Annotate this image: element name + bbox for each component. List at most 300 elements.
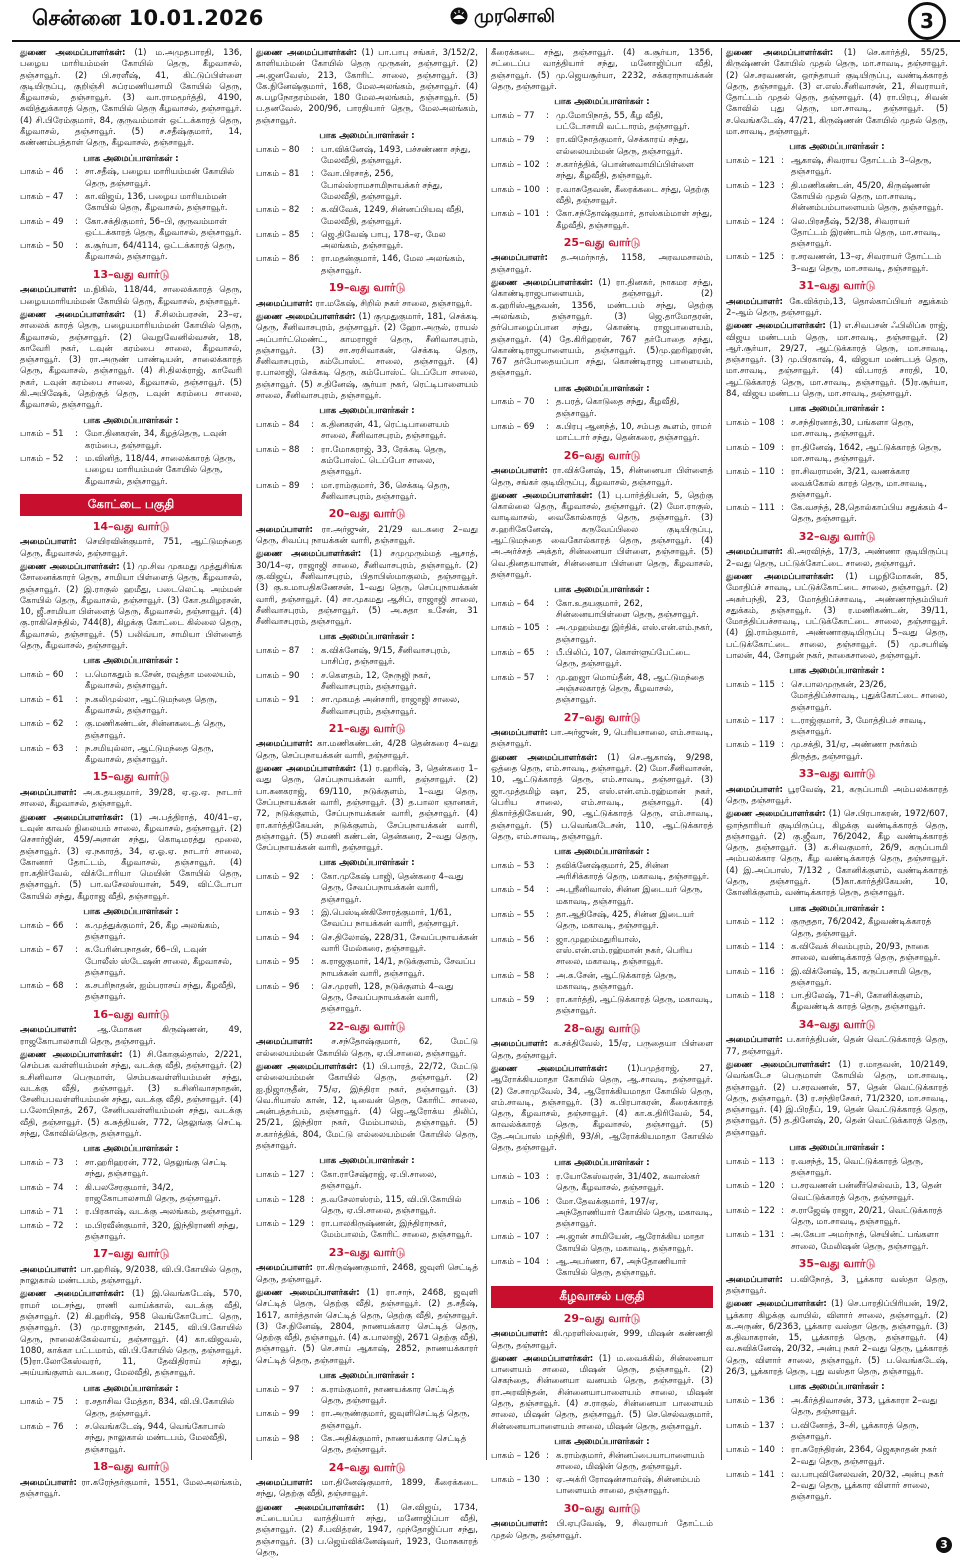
entry-text: (1) ம.வைக்கில், சின்னையா பாளையம் சாலை, மிஷன் தெரு, தஞ்சாவூர். (2) செகந்தை, சின்னையா வனயம் தெரு, தஞ்சாவூர். (3) ரா.அரவிந்தன், சின்னையாபாளையம் சாலை, மிஷன் தெரு, தஞ்சாவூர். (4) ச.ராகுல், சின்னையா பாளையம் சாலை, மிஷன் தெரு, தஞ்சாவூர். (5) செ.செல்வகுமார், சின்னையாபாளையம் சாலை, மிஷன் தெரு, தஞ்சாவூர். [491, 1353, 713, 1432]
booth-row [20, 1207, 242, 1218]
colon-separator: : [546, 1232, 549, 1243]
ward-heading: 22–வது வார்டு [328, 1019, 406, 1033]
booth-number: பாகம் – 122 [726, 1205, 775, 1216]
ward-heading: 26–வது வார்டு [563, 448, 641, 462]
booth-member: ர.வாசுதேவன், கீரைக்கடை சந்து, தெற்கு வீதி, தஞ்சாவூர். [556, 184, 710, 206]
booth-number: பாகம் – 54 [491, 885, 535, 896]
booth-row [491, 160, 713, 183]
booth-heading: பாக அமைப்பாளர்கள் : [319, 406, 415, 417]
colon-separator: : [546, 934, 549, 945]
booth-number: பாகம் – 124 [726, 216, 775, 227]
entry-text: (1) பா.பாபு சங்கர், 3/152/2, காளியம்மன் கோயில் தெரு முருகன், தஞ்சாவூர். (2) அ.ஜனவேஸ், 213, கோரிட் சாலை, தஞ்சாவூர். (3) கே.நினேஷ்குமார், 168, மேலஅலங்கம், தஞ்சாவூர். (4) சு.பழநோதரம்மன், 180 மேலஅலங்கம், தஞ்சாவூர். (5) ப.தனவேல், 200/96, பாரதியார் தெரு, மேலஅலங்கம், தஞ்சாவூர். [256, 48, 478, 126]
booth-number: பாகம் – 127 [256, 1169, 305, 1180]
entry-paragraph [256, 1478, 478, 1501]
colon-separator: : [546, 648, 549, 659]
colon-separator: : [311, 646, 314, 657]
entry-paragraph [726, 1299, 948, 1378]
role-label: துணை அமைப்பாளர்கள்: [491, 752, 598, 763]
booth-member: பா.திலேஷ், 71–சி, கோனிக்குளம், கீழவண்டிக் காரத் தெரு, தஞ்சாவூர். [791, 991, 926, 1013]
entry-text: ச.சந்தோஷ்குமார், 62, மேட்டு எல்லையம்மன் கோயில் தெரு, ஏ.பி.சாலை, தஞ்சாவூர். [256, 1037, 479, 1059]
booth-number: பாகம் – 117 [726, 715, 775, 726]
entry-paragraph [20, 813, 242, 903]
ward-heading: 18–வது வார்டு [92, 1459, 170, 1473]
booth-row [726, 156, 948, 179]
entry-text: (1) மு.சிவ முகமது முத்துசிங்க சோனைக்காரர் தெரு, சாமியா பிள்ளைத் தெரு, கீழவாசல், தஞ்சாவூர். (2) இ.ராகுல் ஹமீது, படைலெட்டி அம்மன் கோயில் தெரு, கீழவாசல், தஞ்சாவூர். (3) கோ.தமிழரசன், 10, ஜீ.சாமியா பிள்ளைத் தெரு, கீழவாசல், தஞ்சாவூர். (4) கு.ராகிசெந்தில், 744(8), கிழக்கு கோட்டை கில்லை தெரு, கீழவாசல், தஞ்சாவூர். (5) பலிவ்யா, சாமியா பிள்ளைத் தெரு, கீழவாசல், தஞ்சாவூர். [20, 561, 242, 652]
entry-paragraph [256, 48, 478, 127]
booth-member: கு.மணிகண்டன், சின்னகடைத் தெரு, தஞ்சாவூர். [85, 719, 226, 741]
booth-row [726, 1157, 948, 1180]
booth-row [726, 418, 948, 441]
booth-member: ர.பிரகாஷ், வடக்கு அலங்கம், தஞ்சாவூர். [85, 1207, 242, 1218]
colon-separator: : [75, 743, 78, 754]
colon-separator: : [311, 981, 314, 992]
booth-row [726, 1230, 948, 1253]
colon-separator: : [781, 156, 784, 167]
booth-number: பாகம் – 87 [256, 646, 300, 657]
colon-separator: : [311, 144, 314, 155]
booth-member: செ.முரளி, 128, நடுக்குளம் 4–வது தெரு, சேவப்பநாயக்கன் வாரி, தஞ்சாவூர். [321, 981, 454, 1015]
role-label: அமைப்பாளர்: [20, 788, 77, 799]
booth-heading: பாக அமைப்பாளர்கள் : [554, 1158, 650, 1169]
role-label: அமைப்பாளர்: [256, 1263, 313, 1274]
colon-separator: : [75, 694, 78, 705]
booth-heading: பாக அமைப்பாளர்கள் : [319, 1371, 415, 1382]
booth-member: த.பரத், கொடுதை சந்து, கீழவீதி, தஞ்சாவூர். [556, 397, 680, 419]
colon-separator: : [311, 444, 314, 455]
booth-number: பாகம் – 76 [20, 1422, 64, 1432]
booth-row [726, 1206, 948, 1229]
booth-number: பாகம் – 59 [491, 995, 535, 1006]
role-label: துணை அமைப்பாளர்கள்: [256, 549, 362, 560]
booth-row [726, 217, 948, 251]
booth-member: கோ.சந்தோஷ்குமார், தாஸ்கம்மாள் சந்து, கீழவீதி, தஞ்சாவூர். [556, 209, 713, 231]
booth-heading: பாக அமைப்பாளர்கள் : [83, 1383, 179, 1394]
booth-row [491, 648, 713, 671]
booth-heading: பாக அமைப்பாளர்கள் : [554, 585, 650, 596]
entry-paragraph [20, 310, 242, 412]
booth-member: வ.பாபுவினேலவன், 20/32, அன்பு நகர் 2–வது தெரு, பூக்கார விளார் சாலை, தஞ்சாவூர். [791, 1469, 944, 1503]
booth-row [20, 167, 242, 190]
role-label: அமைப்பாளர்: [726, 547, 783, 558]
booth-row [256, 1434, 478, 1457]
booth-member: ரா.தினேஷ், 1642, ஆட்டுக்காரத் தெரு, மா.சாவடி, தஞ்சாவூர். [791, 442, 942, 464]
booth-row [256, 933, 478, 956]
booth-number: பாகம் – 47 [20, 191, 64, 202]
colon-separator: : [546, 598, 549, 609]
entry-text: த.அமர்நாத், 1158, அரவமசாலம், தஞ்சாவூர். [491, 253, 713, 275]
entry-text: கே.விக்ரம்,13, தொல்காப்பியர் சதுக்கம் 2–ஆம் தெரு, தஞ்சாவூர். [726, 296, 949, 318]
entry-text: ப.கார்த்திபன், தென் வெட்டுக்காரத் தெரு, 77, தஞ்சாவூர். [726, 1035, 948, 1057]
column-4 [726, 48, 949, 1503]
entry-paragraph [20, 1478, 242, 1501]
booth-row [20, 454, 242, 488]
entry-text: (1)பமுத்ராஜ், 27, ஆரோக்கியமாதா கோயில் தெரு, ஆ.சாவடி, தஞ்சாவூர். (2) சே.சாமுவேல், 34, ஆரோக்கியமாதா கோயில் தெரு, எம்.சாவடி, தஞ்சாவூர். (3) க.பிரபாகரன், கீரைக்காரத் தெரு, கீழவாசல், தஞ்சாவூர். (4) கா.க.திரிவேல், 54, காவல்க்காரத் தெரு, கீழவாசல், தஞ்சாவூர். (5) தே.அப்பாஸ் மந்திரி, 93/சி, ஆரோக்கியமாதா கோயில் தெரு, தஞ்சாவூர். [491, 1063, 714, 1153]
booth-row [726, 991, 948, 1014]
entry-paragraph [491, 1064, 713, 1154]
colon-separator: : [75, 1182, 78, 1193]
booth-number: பாகம் – 99 [256, 1409, 300, 1420]
booth-row [491, 1232, 713, 1255]
colon-separator: : [75, 216, 78, 227]
booth-number: பாகம் – 109 [726, 442, 775, 453]
booth-number: பாகம் – 71 [20, 1207, 64, 1218]
entry-paragraph [726, 1035, 948, 1058]
booth-number: பாகம் – 61 [20, 694, 64, 705]
booth-row [20, 719, 242, 742]
booth-row [726, 716, 948, 739]
booth-member: ரா.சுரேந்திரன், 2364, ஜெகநாதன் நகர் 2–வது தெரு, தஞ்சாவூர். [791, 1445, 937, 1467]
booth-member: தி.மணிகண்டன், 45/20, கிருஷ்ணன் கோயில் முதல் தெரு, மா.சாவடி, சின்னம்பம்பாளையம் தெரு, தஞ்சாவூர். [791, 180, 944, 214]
booth-row [20, 744, 242, 767]
booth-number: பாகம் – 50 [20, 241, 64, 252]
entry-paragraph [256, 312, 478, 402]
booth-member: ச.ராஜேஷ் ராஜா, 20/21, வெட்டுக்காரத் தெரு, மா.சாவடி, தஞ்சாவூர். [791, 1205, 943, 1228]
colon-separator: : [311, 957, 314, 968]
booth-number: பாகம் – 110 [726, 467, 775, 478]
entry-text: செயிரவின்குமார், 751, ஆட்டுமந்தை தெரு, கீழவாசல், தஞ்சாவூர். [20, 537, 242, 559]
colon-separator: : [781, 991, 784, 1002]
booth-heading: பாக அமைப்பாளர்கள் : [83, 153, 179, 164]
rising-sun-logo-icon [450, 7, 468, 29]
colon-separator: : [75, 191, 78, 202]
booth-number: பாகம் – 101 [491, 209, 540, 220]
booth-member: லெ.பிரசதீஷ், 52/38, சிவராயர் தோட்டம் இரண்டாம் தெரு, மா.சாவடி, தஞ்சாவூர். [791, 216, 941, 250]
colon-separator: : [781, 1156, 784, 1167]
booth-member: கோ.முகேஷ் பாஜி, தென்கரை 4–வது தெரு, சேவப்பநாயக்கன் வாரி, தஞ்சாவூர். [321, 872, 464, 905]
colon-separator: : [546, 209, 549, 220]
role-label: துணை அமைப்பாளர்கள்: [20, 48, 126, 58]
colon-separator: : [781, 1181, 784, 1192]
colon-separator: : [311, 1169, 314, 1180]
booth-row [726, 1470, 948, 1504]
ward-heading: 23–வது வார்டு [328, 1245, 406, 1259]
entry-text: (1) ரா.சாந், 2468, ஜவுளி செட்டித் தெரு, தெற்கு வீதி, தஞ்சாவூர். (2) த.சதீஷ், 1617, கார்த்தான் செட்டித் தெரு, தெற்கு வீதி, தஞ்சாவூர். (3) சே.நினேஷ், 2804, நாணயக்கார செட்டித் தெரு, தெற்கு வீதி, தஞ்சாவூர். (4) க.பாலாஜி, 2671 தெற்கு வீதி, தஞ்சாவூர். (5) செ.சாய் ஆகாஷ், 2852, நாணயக்காரர் செட்டித் தெரு, தஞ்சாவூர். [256, 1287, 479, 1366]
booth-row [256, 982, 478, 1016]
brand [450, 6, 555, 29]
entry-paragraph [20, 562, 242, 652]
booth-number: பாகம் – 60 [20, 670, 64, 681]
colon-separator: : [781, 1420, 784, 1431]
booth-number: பாகம் – 51 [20, 429, 64, 440]
booth-row [20, 670, 242, 693]
footer-page-number: 3 [936, 1537, 952, 1553]
booth-member: கி.பலசேரகுமார், 34/2, ராஜகோபாலசாமி தெரு, தஞ்சாவூர். [85, 1182, 221, 1204]
booth-member: செ.திலோஷ், 228/31, சேவப்பநாயக்கன் வாரி மேல்கரை, தஞ்சாவூர். [321, 932, 478, 954]
colon-separator: : [546, 1450, 549, 1461]
role-label: துணை அமைப்பாளர்கள்: [726, 571, 835, 582]
booth-number: பாகம் – 103 [491, 1171, 540, 1182]
entry-text: ரா.மகேஷ், சிறில் நகர் சாலை, தஞ்சாவூர். [315, 298, 473, 309]
entry-paragraph [726, 1060, 948, 1139]
booth-row [726, 942, 948, 965]
booth-number: பாகம் – 93 [256, 908, 300, 919]
booth-row [491, 1475, 713, 1498]
booth-row [491, 1257, 713, 1280]
colon-separator: : [546, 422, 549, 433]
entry-paragraph [491, 753, 713, 843]
ward-heading: 30–வது வார்டு [563, 1501, 641, 1515]
booth-row [491, 885, 713, 908]
booth-number: பாகம் – 69 [491, 422, 535, 433]
section-banner: கோட்டை பகுதி [20, 494, 242, 516]
colon-separator: : [75, 167, 78, 178]
ward-heading: 17–வது வார்டு [92, 1247, 170, 1261]
booth-member: மோ.தினகரன், 34, கீழத்தெரு, டவுன் கரம்பை, தஞ்சாவூர். [85, 429, 227, 451]
entry-paragraph [256, 739, 478, 762]
entry-paragraph [726, 547, 948, 570]
colon-separator: : [75, 670, 78, 681]
entry-paragraph [726, 572, 948, 662]
booth-member: பீ.பிலிப், 107, கொள்ளுப்பேட்டை தெரு, தஞ்சாவூர். [556, 648, 691, 670]
colon-separator: : [311, 695, 314, 706]
booth-number: பாகம் – 100 [491, 184, 540, 195]
booth-member: க.விவேக், 1249, சின்னப்பியவு வீதி, மேலவீதி, தஞ்சாவூர். [321, 205, 465, 227]
booth-number: பாகம் – 111 [726, 503, 775, 514]
booth-member: மு.ஹஜா மொய்தீன், 48, ஆட்டுமந்தை அஞ்சலகாரத் தெரு, கீழவாசல், தஞ்சாவூர். [556, 672, 705, 706]
booth-member: பா.விக்னேஷ், 1493, பச்சண்ணா சந்து, மேலவீதி, தஞ்சாவூர். [321, 144, 471, 167]
booth-row [256, 957, 478, 980]
role-label: துணை அமைப்பாளர்கள்: [726, 809, 826, 820]
role-label: அமைப்பாளர்: [20, 285, 77, 296]
booth-row [491, 673, 713, 707]
booth-row [491, 111, 713, 134]
entry-paragraph [491, 728, 713, 751]
role-label: அமைப்பாளர்: [726, 1274, 783, 1285]
booth-row [726, 1396, 948, 1419]
booth-heading: பாக அமைப்பாளர்கள் : [554, 383, 650, 394]
booth-number: பாகம் – 121 [726, 156, 775, 167]
ward-heading: 15–வது வார்டு [92, 770, 170, 784]
booth-member: ச.சந்திரனாத்,30, பங்களா தெரு, மா.சாவடி, தஞ்சாவூர். [791, 418, 914, 440]
booth-row [491, 135, 713, 158]
ward-heading: 24–வது வார்டு [328, 1460, 406, 1474]
booth-number: பாகம் – 113 [726, 1156, 775, 1167]
colon-separator: : [781, 740, 784, 751]
booth-member: இ.பெஸ்டின்கிசோரத்குமார், 1/61, சேவப்ப நாயக்கன் வாரி, தஞ்சாவூர். [321, 908, 459, 930]
booth-number: பாகம் – 137 [726, 1420, 775, 1431]
booth-member: செ.பாலமுருகன், 23/26, மோத்திப்ச்சாவடி, புதுக்கோட்டை சாலை, தஞ்சாவூர். [791, 679, 948, 713]
entry-paragraph [20, 537, 242, 560]
entry-paragraph [726, 1275, 948, 1298]
booth-member: ச.கௌதம், 12, நேருஜி நகர், சீனிவாசபுரம், தஞ்சாவூர். [321, 670, 431, 692]
entry-paragraph [256, 1288, 478, 1367]
entry-text: (1) செ.விஜய், 1734, சட்டையப்ப வாத்தியார் சந்து, மனோஜிப்பா வீதி, தஞ்சாவூர். (2) சீ.பவித்ரன், 1947, முந்தோஜிப்பா சந்து, தஞ்சாவூர். (3) ப.ஜெய்விக்னேஷ்வர், 1923, மோசுகாரத் தெரு, [256, 1502, 478, 1558]
booth-member: ர.சதாசிவ மேத்தா, 834, வி.பி.கோயில் தெரு, தஞ்சாவூர். [85, 1397, 235, 1419]
booth-row [726, 740, 948, 763]
booth-row [256, 872, 478, 906]
colon-separator: : [546, 995, 549, 1006]
booth-member: க.ராம்குமார், நாணயக்கார செட்டித் தெரு, தஞ்சாவூர். [321, 1384, 455, 1407]
booth-number: பாகம் – 80 [256, 144, 300, 155]
booth-member: அ.க.சேன், ஆட்டுக்காரத் தெரு, மகாவடி, தஞ்சாவூர். [556, 970, 677, 992]
booth-member: ர.சரவணன், 13–ஏ, சிவராயர் தோட்டம் 3–வது தெரு, மா.சாவடி, தஞ்சாவூர். [791, 252, 942, 274]
booth-row [20, 1158, 242, 1181]
entry-text: ரா.கிருஷ்ணகுமார், 2468, ஜவுளி செட்டித் தெரு, தஞ்சாவூர். [256, 1263, 478, 1285]
booth-number: பாகம் – 97 [256, 1384, 300, 1395]
entry-paragraph [491, 1329, 713, 1352]
booth-row [20, 429, 242, 452]
entry-paragraph [491, 1039, 713, 1062]
booth-row [726, 181, 948, 215]
entry-text: (1) ர.மாதவன், 10/2149, வெங்கடேச பெருமாள் கோயில் தெரு, மா.சாவடி, தஞ்சாவூர். (2) ப.சரவணன், 57, தென் வெட்டுக்காரத் தெரு, தஞ்சாவூர். (3) ர.சந்திரசேகர், 71/2320, மா.சாவடி, தஞ்சாவூர். (4) இ.பிரதீப், 19, தென் வெட்டுக்காரத் தெரு, தஞ்சாவூர். (5) த.தினேஷ், 20, தென் வெட்டுக்காரத் தெரு, தஞ்சாவூர். [726, 1059, 949, 1138]
booth-row [20, 192, 242, 215]
booth-member: ப.சரவணன் பன்னீர்செல்வம், 13, தென் வெட்டுக்காரத் தெரு, தஞ்சாவூர். [791, 1181, 942, 1203]
colon-separator: : [311, 254, 314, 265]
entry-text: பூரவேஷ், 21, கருப்பாமி அம்பலக்காரத் தெரு, தஞ்சாவூர். [726, 784, 949, 806]
booth-row [491, 185, 713, 208]
entry-paragraph [491, 48, 713, 93]
ward-heading: 35–வது வார்டு [798, 1257, 876, 1271]
booth-heading: பாக அமைப்பாளர்கள் : [789, 404, 885, 415]
booth-member: கோ.சக்திகுமார், 56–பி, குருவம்மாள் ஒட்டக்காரத் தெரு, கீழவாசல், தஞ்சாவூர். [85, 216, 242, 238]
role-label: துணை அமைப்பாளர்கள்: [726, 321, 826, 332]
booth-number: பாகம் – 123 [726, 180, 775, 191]
entry-text: (1) சி.கோகுல்தாஸ், 2/221, செம்பக வள்ளியம்மன் சந்து, வடக்கு வீதி, தஞ்சாவூர். (2) உசினிவாச பெருமாள், செம்பகவள்ளியம்மன் சந்து, வடக்கு வீதி, தஞ்சாவூர். (3) உசினிவாசநாதன், சேனியபவள்ளியம்மன் சந்து, வடக்கு வீதி, தஞ்சாவூர். (4) ப.லோபிநாத், 267, சேனிபவள்ளியம்மன் சந்து, வடக்கு வீதி, தஞ்சாவூர். (5) க.சுத்தியன், 772, தெலுங்கு செட்டி சந்து, கோவில்தெரு, தஞ்சாவூர். [20, 1049, 242, 1140]
booth-member: ந.கலிமுல்லா, ஆட்டுமந்தை தெரு, கீழவாசல், தஞ்சாவூர். [85, 694, 218, 716]
booth-number: பாகம் – 94 [256, 932, 300, 943]
entry-text: ஆ.மோகன கிருஷ்ணன், 49, ராஜகோபாலசாமி தெரு, தஞ்சாவூர். [20, 1025, 242, 1047]
booth-row [256, 1409, 478, 1432]
booth-member: சா.சதீஷ், பழைய மாரியம்மன் கோயில் தெரு, தஞ்சாவூர். [85, 167, 235, 189]
entry-text: (1) எ.சிவபசன் ஃபிலிப்சு ராஜ், விஜய மண்டபம் தெரு, மா.சாவடி, தஞ்சாவூர். (2) ஆர்.சூர்யா, 29/27, ஆட்டுக்காரத் தெரு, மா.சாவடி, தஞ்சாவூர். (3) மு.பிரகாஷ், 4, விஜயா மண்டபத் தெரு, மா.சாவடி, தஞ்சாவூர். (4) வி.பாரத் சாரதி, 10, ஆட்டுக்காரத் தெரு, மா.சாவடி, தஞ்சாவூர். (5)ர.சூர்யா, 84, விஜய மண்டப தெரு, மா.சாவடி, தஞ்சாவூர். [726, 321, 949, 400]
colon-separator: : [781, 1396, 784, 1407]
booth-row [256, 254, 478, 277]
booth-number: பாகம் – 120 [726, 1181, 775, 1192]
entry-text: (1) செ.கார்த்தி, 55/25, கிருஷ்ணன் கோயில் முதல் தெரு, மா.சாவடி, தஞ்சாவூர். (2) செ.சரவணன், ஒாந்தாயர் குடியிருப்பு, வண்டிக்காரத் தெரு, தஞ்சாவூர். (3) எ.எஸ்.சீனிவாசன், 21, சிவராயர், தோட்டம் முதல் தெரு, தஞ்சாவூர். (4) ரா.பிரபு, சிவன் கோவில் புது தெரு, மா.சாவடி, தஞ்சாவூர். (5) ச.வெங்கடேஷ், 47/21, கிருஷ்ணன் கோயில் முதல் தெரு, மா.சாவடி, தஞ்சாவூர். [726, 48, 948, 138]
entry-paragraph [491, 1354, 713, 1433]
booth-heading: பாக அமைப்பாளர்கள் : [319, 1156, 415, 1167]
role-label: துணை அமைப்பாளர்கள்: [256, 764, 357, 775]
colon-separator: : [311, 1194, 314, 1205]
entry-text: மா.தினேஷ்குமார், 1899, கீரைக்கடை சந்து, தெற்கு வீதி, தஞ்சாவூர். [256, 1478, 478, 1500]
booth-member: க.சூர்யா, 64/4114, ஒட்டக்காரத் தெரு, கீழவாசல், தஞ்சாவூர். [85, 241, 235, 263]
booth-number: பாகம் – 130 [491, 1475, 540, 1486]
booth-member: க.ராஜகுமார், 14/1, நடுக்குளம், சேவப்ப நாயக்கன் வாரி, தஞ்சாவூர். [321, 957, 476, 979]
colon-separator: : [311, 932, 314, 943]
entry-paragraph [256, 764, 478, 854]
booth-number: பாகம் – 82 [256, 205, 300, 216]
colon-separator: : [781, 503, 784, 514]
booth-number: பாகம் – 118 [726, 991, 775, 1002]
role-label: அமைப்பாளர்: [726, 784, 783, 795]
booth-row [726, 252, 948, 275]
entry-text: (1) செ.பிரபாகரன், 1972/607, ஒாந்தாரியர் குடியிருப்பு, கிழக்கு வண்டிக்காரத் தெரு, தஞ்சாவூர். (2) கு.ஜீவா, 76/2042, கீழ வண்டிக்காரத் தெரு, தஞ்சாவூர். (3) க.சிவகுமார், 26/9, கருப்பாமி அம்பலக்கார தெரு, கீழ வண்டிக்காரத் தெரு, தஞ்சாவூர். (4) இ.அப்பாஸ், 7/132 , கோனிக்குளம், வண்டிக்காரத் தெரு, தஞ்சாவூர். (5)கா.கார்த்திகேயன், 10, கோனிக்குளம், வண்டிக்காரத் தெரு, தஞ்சாவூர். [726, 809, 949, 899]
booth-row [726, 1181, 948, 1204]
booth-member: ப.மொகதும் உசேன், ரவுத்தா மலையம், கீழவாசல், தஞ்சாவூர். [85, 670, 236, 692]
colon-separator: : [75, 453, 78, 464]
colon-separator: : [546, 135, 549, 146]
booth-row [20, 1422, 242, 1456]
ward-heading: 13–வது வார்டு [92, 267, 170, 281]
entry-text: கி.அரவிந்த், 17/3, அண்ணா குடியிருப்பு 2–வது தெரு, பட்டுக்கோட்டை சாலை, தஞ்சாவூர். [726, 547, 948, 569]
entry-text: பா.ஹரிஷ், 9/2038, வி.பி.கோயில் தெரு, நாலுகால் மண்டபம், தஞ்சாவூர். [20, 1264, 242, 1287]
entry-text: அ.க.தயகுமார், 39/28, ஏ.ஒ.ஏ. நாடார் சாலை, கீழவாசல், தஞ்சாவூர். [20, 788, 243, 810]
role-label: அமைப்பாளர்: [20, 537, 77, 548]
entry-paragraph [20, 1050, 242, 1140]
colon-separator: : [75, 429, 78, 440]
entry-paragraph [491, 278, 713, 380]
booth-member: ரா.மோகராஜ், 33, ரேக்கடி தெரு, கம்போஸ்ட் டெப்போ சாலை, தஞ்சாவூர். [321, 444, 447, 478]
masthead [12, 0, 960, 42]
entry-paragraph [20, 285, 242, 308]
booth-row [20, 1183, 242, 1206]
booth-member: ச.கார்த்திக், பொன்னவாயிப்பிள்ளை சந்து, கீழவீதி, தஞ்சாவூர். [556, 160, 694, 182]
booth-member: மா.ராம்குமார், 36, செக்கடி தெரு, சீனிவாசபுரம், தஞ்சாவூர். [321, 480, 450, 502]
booth-number: பாகம் – 79 [491, 135, 535, 146]
booth-member: ஆ.அபர்ணா, 67, அந்தோணியார் கோயில் தெரு, தஞ்சாவூர். [556, 1257, 687, 1279]
booth-member: க.விக்னேஷ், 9/15, சீனிவாசபுரம், பாசிப்ர, தஞ்சாவூர். [321, 646, 451, 668]
ward-heading: 32–வது வார்டு [798, 529, 876, 543]
booth-number: பாகம் – 86 [256, 254, 300, 265]
entry-paragraph [256, 1503, 478, 1559]
booth-row [256, 1195, 478, 1218]
entry-text: (1) ரா.தினகர், நாகமர சந்து, கொண்டிராஜபாளையம், தஞ்சாவூர். (2) க.ஹரிஸ்ஆதவன், 1356, மண்டபம் சந்து, தெற்கு அலங்கம், தஞ்சாவூர். (3) ஜெ.தாமோதரன், தர்பொழைப்பான சந்து, கொண்டி ராஜபாளையம், தஞ்சாவூர். (4) தே.கிரிஹரன், 767 தர்போதை சந்து, கொண்டிராஜபாளையம், தஞ்சாவூர். (5)மு.ஹரிஹரன், 767 தர்போதையப்பா சந்து, கொண்டிராஜ பாளையம், தஞ்சாவூர். [491, 278, 714, 379]
booth-member: குருததா, 76/2042, கீழவண்டிக்காரத் தெரு, தஞ்சாவூர். [791, 917, 932, 939]
booth-member: ரா.பாலகிருஷ்ணன், இந்திராநகர், மேம்பாலம், கோரிட் சாலை, தஞ்சாவூர். [321, 1219, 473, 1241]
entry-text: (1) இ.வெங்கடேஷ், 570, ராமர் மடசந்து, ராணி வாய்க்கால், வடக்கு வீதி, தஞ்சாவூர். (2) கி.ஹரிஷ், 958 வெங்கோபோட் தெரு, தஞ்சாவூர். (3) மு.ராஜநாதன், 2145, வி.பி.கோயில் தெரு, நாலைக்கேல்வாய், தஞ்சாவூர். (4) கா.விஜவல், 1080, காக்கா பட்டமாம், வி.பி.கோயில் தெரு, தஞ்சாவூர். (5)ரா.லோகேஸ்வரர், 11, தேவிதிராய் சந்து, அய்யங்குளம் வடகரை, மேலவீதி, தஞ்சாவூர். [20, 1289, 242, 1379]
booth-member: அ.முஹம்மது இர்திக், எஸ்.என்.எம்.நகர், தஞ்சாவூர். [556, 623, 713, 645]
booth-number: பாகம் – 53 [491, 860, 535, 871]
ward-heading: 14–வது வார்டு [92, 519, 170, 533]
booth-row [491, 397, 713, 420]
booth-row [20, 695, 242, 718]
booth-number: பாகம் – 105 [491, 623, 540, 634]
entry-paragraph [726, 785, 948, 808]
booth-member: ம.பிரவீன்குமார், 320, இந்திராணி சந்து, தஞ்சாவூர். [85, 1220, 239, 1242]
entry-text: (1) குமுதுகுமார், 181, செக்கடி தெரு, சீனிவாசபுரம், தஞ்சாவூர். (2) ஹோ.அருல், ராயல் அப்பார்ட்மெண்ட், காமராஜர் தெரு, சீனிவாசபுரம், தஞ்சாவூர். (3) சா.சரசிவாகன், செக்கடி தெரு, சீனிவாசபுரம், கம்போஸ்ட் சாலை, தஞ்சாவூர். (4) ர.பாலாஜி, செக்கடி தெரு, கம்போஸ்ட் டெப்போ சாலை, தஞ்சாவூர். (5) ச.தினேஷ், சூர்யா நகர், ரெட்டிபாளையம் சாலை, சீனிவாசபுரம், தஞ்சாவூர். [256, 311, 478, 402]
booth-row [491, 910, 713, 933]
booth-number: பாகம் – 63 [20, 743, 64, 754]
booth-row [491, 1172, 713, 1195]
role-label: துணை அமைப்பாளர்கள்: [491, 490, 593, 501]
role-label: அமைப்பாளர்: [256, 739, 313, 750]
booth-number: பாகம் – 128 [256, 1194, 305, 1205]
booth-row [20, 217, 242, 240]
booth-number: பாகம் – 119 [726, 740, 775, 751]
ward-heading: 34–வது வார்டு [798, 1017, 876, 1031]
booth-number: பாகம் – 70 [491, 397, 535, 408]
booth-member: ஏ.அக்ரி ரோஷன்சாமர்ஷ், சின்னம்பம் பாளையம் சாலை, தஞ்சாவூர். [556, 1475, 701, 1497]
colon-separator: : [546, 672, 549, 683]
booth-heading: பாக அமைப்பாளர்கள் : [789, 903, 885, 914]
booth-member: வோ.பிரசாத், 256, போல்ஸ்ராமசாமிநாயக்கர் சந்து, மேலவீதி, தஞ்சாவூர். [321, 169, 443, 202]
booth-row [20, 945, 242, 979]
role-label: துணை அமைப்பாளர்கள்: [491, 1063, 608, 1074]
column-3 [491, 48, 714, 1541]
role-label: துணை அமைப்பாளர்கள்: [491, 278, 593, 289]
colon-separator: : [75, 1397, 78, 1408]
booth-member: கே.வசந்த், 28,தொல்காப்பிய சதுக்கம் 4–தெரு, தஞ்சாவூர். [791, 503, 948, 525]
entry-paragraph [726, 321, 948, 400]
booth-member: க.சபரிநாதன், ஐம்பராசய் சந்து, கீழவீதி, தஞ்சாவூர். [85, 981, 236, 1003]
booth-row [256, 230, 478, 253]
colon-separator: : [546, 910, 549, 921]
entry-paragraph [726, 48, 948, 138]
colon-separator: : [311, 480, 314, 491]
colon-separator: : [311, 1219, 314, 1230]
colon-separator: : [781, 180, 784, 191]
role-label: அமைப்பாளர்: [256, 1478, 313, 1489]
colon-separator: : [311, 1409, 314, 1420]
role-label: அமைப்பாளர்: [491, 1329, 548, 1340]
booth-member: சா.ஹரிஹரன், 772, தெலுங்கு செட்டி சந்து, தஞ்சாவூர். [85, 1158, 227, 1180]
entry-paragraph [726, 809, 948, 899]
colon-separator: : [546, 397, 549, 408]
booth-member: ரா.மதன்குமார், 146, மேல அலங்கம், தஞ்சாவூர். [321, 254, 465, 276]
booth-number: பாகம் – 46 [20, 167, 64, 178]
booth-heading: பாக அமைப்பாளர்கள் : [83, 656, 179, 667]
booth-row [726, 1445, 948, 1468]
